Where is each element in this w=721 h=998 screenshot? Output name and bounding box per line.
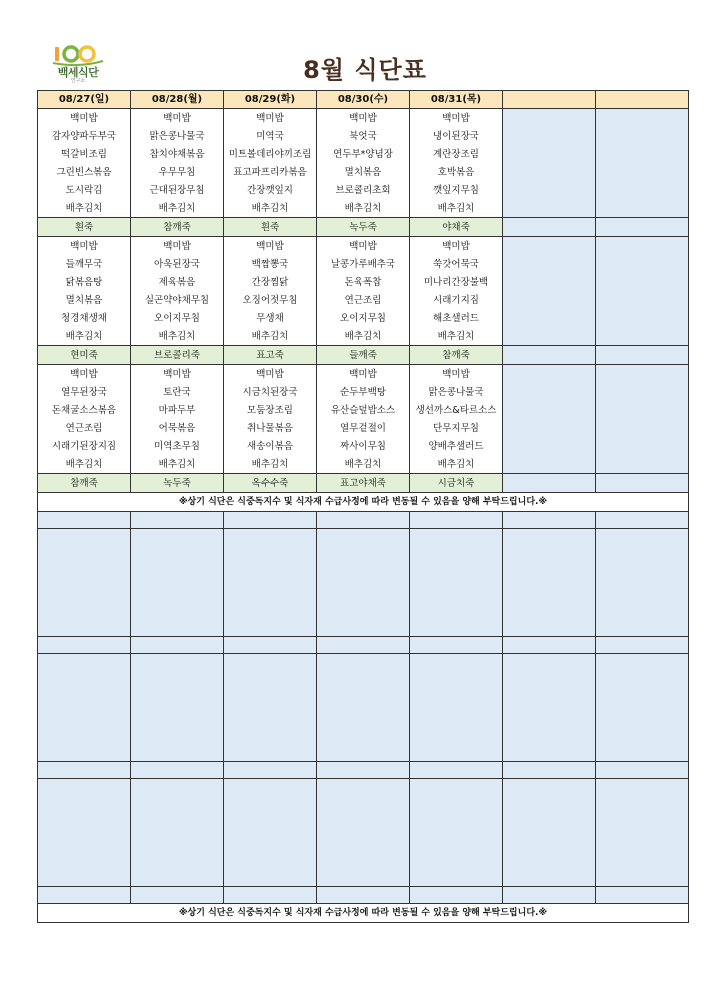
porridge-item: 참깨죽 xyxy=(131,218,224,237)
empty-cell xyxy=(503,383,596,401)
porridge-item: 야채죽 xyxy=(410,218,503,237)
blank-cell xyxy=(131,779,224,887)
porridge-item: 흰죽 xyxy=(224,218,317,237)
empty-cell xyxy=(596,163,689,181)
blank-cell xyxy=(317,529,410,637)
porridge-item: 참깨죽 xyxy=(410,346,503,365)
menu-item: 연근조림 xyxy=(317,291,410,309)
blank-cell xyxy=(503,779,596,887)
menu-item: 우무무침 xyxy=(131,163,224,181)
menu-item: 멸치볶음 xyxy=(317,163,410,181)
menu-item: 미역초무침 xyxy=(131,437,224,455)
menu-item: 배추김치 xyxy=(131,327,224,346)
page-title: 8월 식단표 xyxy=(303,56,427,84)
menu-item: 무생채 xyxy=(224,309,317,327)
blank-cell xyxy=(410,762,503,779)
empty-cell xyxy=(596,309,689,327)
menu-item: 백미밥 xyxy=(131,237,224,256)
empty-cell xyxy=(596,419,689,437)
menu-item: 돈채굴소스볶음 xyxy=(38,401,131,419)
menu-item: 오징어젓무침 xyxy=(224,291,317,309)
menu-item: 떡갈비조림 xyxy=(38,145,131,163)
menu-row xyxy=(38,127,689,145)
empty-cell xyxy=(503,237,596,256)
empty-cell xyxy=(503,474,596,493)
empty-cell xyxy=(503,109,596,128)
menu-item: 어묵볶음 xyxy=(131,419,224,437)
blank-cell xyxy=(410,529,503,637)
menu-item: 백미밥 xyxy=(410,237,503,256)
blank-cell xyxy=(410,512,503,529)
blank-cell xyxy=(224,637,317,654)
empty-cell xyxy=(596,127,689,145)
blank-cell xyxy=(38,887,131,904)
empty-cell xyxy=(596,199,689,218)
menu-item: 브로콜리초회 xyxy=(317,181,410,199)
blank-cell xyxy=(224,779,317,887)
menu-item: 생선까스&타르소스 xyxy=(410,401,503,419)
empty-cell xyxy=(503,145,596,163)
blank-cell xyxy=(317,637,410,654)
menu-item: 냉이된장국 xyxy=(410,127,503,145)
blank-header-row xyxy=(38,637,689,654)
menu-item: 맑은콩나물국 xyxy=(410,383,503,401)
porridge-row xyxy=(38,474,689,493)
empty-day-header xyxy=(503,91,596,109)
blank-cell xyxy=(38,637,131,654)
menu-item: 계란장조림 xyxy=(410,145,503,163)
empty-cell xyxy=(503,291,596,309)
empty-cell xyxy=(596,455,689,474)
empty-cell xyxy=(503,255,596,273)
blank-cell xyxy=(503,529,596,637)
day-header: 08/30(수) xyxy=(317,91,410,109)
blank-cell xyxy=(38,654,131,762)
menu-item: 연근조림 xyxy=(38,419,131,437)
porridge-item: 녹두죽 xyxy=(131,474,224,493)
empty-cell xyxy=(503,419,596,437)
empty-cell xyxy=(596,474,689,493)
menu-row xyxy=(38,255,689,273)
menu-item: 배추김치 xyxy=(131,455,224,474)
menu-item: 백미밥 xyxy=(224,109,317,128)
empty-cell xyxy=(503,309,596,327)
empty-cell xyxy=(596,273,689,291)
menu-item: 백짬뽕국 xyxy=(224,255,317,273)
porridge-item: 현미죽 xyxy=(38,346,131,365)
menu-item: 백미밥 xyxy=(38,237,131,256)
menu-item: 오이지무침 xyxy=(131,309,224,327)
menu-item: 유산슬덮밥소스 xyxy=(317,401,410,419)
menu-item: 배추김치 xyxy=(224,455,317,474)
menu-row xyxy=(38,163,689,181)
blank-cell xyxy=(410,654,503,762)
menu-row xyxy=(38,273,689,291)
menu-item: 깻잎지무침 xyxy=(410,181,503,199)
blank-cell xyxy=(224,762,317,779)
menu-item: 배추김치 xyxy=(38,455,131,474)
menu-item: 쑥갓어묵국 xyxy=(410,255,503,273)
menu-item: 백미밥 xyxy=(317,109,410,128)
blank-cell xyxy=(503,637,596,654)
blank-cell xyxy=(596,512,689,529)
porridge-item: 시금치죽 xyxy=(410,474,503,493)
blank-block-row xyxy=(38,654,689,762)
notice-row xyxy=(38,493,689,512)
blank-cell xyxy=(317,887,410,904)
menu-item: 시금치된장국 xyxy=(224,383,317,401)
blank-cell xyxy=(410,887,503,904)
menu-item: 배추김치 xyxy=(224,327,317,346)
menu-row xyxy=(38,437,689,455)
menu-item: 제육볶음 xyxy=(131,273,224,291)
menu-row xyxy=(38,309,689,327)
blank-cell xyxy=(317,779,410,887)
menu-item: 미나리간장불백 xyxy=(410,273,503,291)
blank-cell xyxy=(224,512,317,529)
menu-item: 미역국 xyxy=(224,127,317,145)
menu-item: 백미밥 xyxy=(131,109,224,128)
logo xyxy=(47,44,109,84)
menu-table xyxy=(37,90,689,923)
menu-item: 표고파프리카볶음 xyxy=(224,163,317,181)
empty-cell xyxy=(596,255,689,273)
menu-item: 실곤약야채무침 xyxy=(131,291,224,309)
menu-item: 배추김치 xyxy=(410,199,503,218)
logo-mark-icon xyxy=(51,44,105,66)
menu-item: 짜사이무침 xyxy=(317,437,410,455)
porridge-item: 옥수수죽 xyxy=(224,474,317,493)
menu-item: 들깨무국 xyxy=(38,255,131,273)
menu-row xyxy=(38,401,689,419)
blank-cell xyxy=(224,887,317,904)
empty-cell xyxy=(596,181,689,199)
porridge-row xyxy=(38,346,689,365)
menu-item: 닭볶음탕 xyxy=(38,273,131,291)
menu-item: 돈육폭찹 xyxy=(317,273,410,291)
menu-item: 모둠장조림 xyxy=(224,401,317,419)
menu-row xyxy=(38,291,689,309)
menu-item: 북엇국 xyxy=(317,127,410,145)
blank-cell xyxy=(596,654,689,762)
menu-item: 아욱된장국 xyxy=(131,255,224,273)
menu-item: 해초샐러드 xyxy=(410,309,503,327)
menu-item: 배추김치 xyxy=(410,455,503,474)
menu-row xyxy=(38,181,689,199)
menu-item: 백미밥 xyxy=(317,365,410,384)
empty-cell xyxy=(596,291,689,309)
menu-item: 배추김치 xyxy=(38,327,131,346)
day-header: 08/27(일) xyxy=(38,91,131,109)
menu-item: 도시락김 xyxy=(38,181,131,199)
blank-cell xyxy=(410,637,503,654)
menu-item: 백미밥 xyxy=(224,237,317,256)
menu-row xyxy=(38,145,689,163)
menu-item: 시래기지짐 xyxy=(410,291,503,309)
menu-row xyxy=(38,419,689,437)
blank-cell xyxy=(131,637,224,654)
blank-cell xyxy=(224,654,317,762)
menu-row xyxy=(38,327,689,346)
menu-item: 날콩가루배추국 xyxy=(317,255,410,273)
menu-item: 참치야채볶음 xyxy=(131,145,224,163)
day-header-row xyxy=(38,91,689,109)
menu-item: 새송이볶음 xyxy=(224,437,317,455)
menu-item: 열무겉절이 xyxy=(317,419,410,437)
day-header: 08/29(화) xyxy=(224,91,317,109)
menu-item: 백미밥 xyxy=(410,109,503,128)
blank-block-row xyxy=(38,529,689,637)
menu-item: 오이지무침 xyxy=(317,309,410,327)
blank-header-row xyxy=(38,887,689,904)
empty-cell xyxy=(596,346,689,365)
empty-cell xyxy=(596,218,689,237)
menu-item: 호박볶음 xyxy=(410,163,503,181)
blank-cell xyxy=(503,654,596,762)
porridge-row xyxy=(38,218,689,237)
menu-row xyxy=(38,199,689,218)
menu-item: 간장깻잎지 xyxy=(224,181,317,199)
menu-item: 백미밥 xyxy=(131,365,224,384)
empty-cell xyxy=(596,365,689,384)
blank-cell xyxy=(503,762,596,779)
menu-item: 백미밥 xyxy=(224,365,317,384)
menu-item: 그린빈스볶음 xyxy=(38,163,131,181)
menu-row xyxy=(38,109,689,128)
menu-item: 백미밥 xyxy=(410,365,503,384)
menu-row xyxy=(38,383,689,401)
blank-cell xyxy=(38,762,131,779)
empty-cell xyxy=(503,273,596,291)
empty-cell xyxy=(503,346,596,365)
menu-item: 단무지무침 xyxy=(410,419,503,437)
menu-item: 시래기된장지짐 xyxy=(38,437,131,455)
notice-text: ※상기 식단은 식중독지수 및 식자재 수급사정에 따라 변동될 수 있음을 양해 부탁드립니다.※ xyxy=(38,493,689,512)
menu-item: 배추김치 xyxy=(317,199,410,218)
menu-item: 간장찜닭 xyxy=(224,273,317,291)
blank-cell xyxy=(131,762,224,779)
menu-item: 열무된장국 xyxy=(38,383,131,401)
blank-cell xyxy=(596,779,689,887)
blank-header-row xyxy=(38,762,689,779)
menu-row xyxy=(38,365,689,384)
menu-row xyxy=(38,455,689,474)
menu-item: 멸치볶음 xyxy=(38,291,131,309)
blank-cell xyxy=(131,529,224,637)
porridge-item: 들깨죽 xyxy=(317,346,410,365)
menu-row xyxy=(38,237,689,256)
porridge-item: 흰죽 xyxy=(38,218,131,237)
blank-cell xyxy=(317,654,410,762)
blank-cell xyxy=(38,779,131,887)
blank-cell xyxy=(38,512,131,529)
menu-item: 배추김치 xyxy=(410,327,503,346)
notice-text: ※상기 식단은 식중독지수 및 식자재 수급사정에 따라 변동될 수 있음을 양해 부탁드립니다.※ xyxy=(38,904,689,923)
empty-cell xyxy=(503,127,596,145)
menu-item: 청경채생채 xyxy=(38,309,131,327)
blank-cell xyxy=(38,529,131,637)
empty-cell xyxy=(503,163,596,181)
empty-cell xyxy=(503,437,596,455)
blank-cell xyxy=(596,637,689,654)
empty-cell xyxy=(596,383,689,401)
blank-cell xyxy=(224,529,317,637)
menu-item: 배추김치 xyxy=(317,455,410,474)
day-header: 08/31(목) xyxy=(410,91,503,109)
blank-cell xyxy=(317,512,410,529)
menu-item: 맑은콩나물국 xyxy=(131,127,224,145)
porridge-item: 참깨죽 xyxy=(38,474,131,493)
menu-item: 배추김치 xyxy=(224,199,317,218)
notice-row xyxy=(38,904,689,923)
logo-text: 백세식단 xyxy=(57,66,99,79)
menu-item: 감자양파두부국 xyxy=(38,127,131,145)
menu-item: 백미밥 xyxy=(38,109,131,128)
blank-cell xyxy=(503,512,596,529)
empty-cell xyxy=(503,365,596,384)
menu-item: 미트볼데리야끼조림 xyxy=(224,145,317,163)
menu-item: 배추김치 xyxy=(317,327,410,346)
menu-item: 백미밥 xyxy=(317,237,410,256)
empty-cell xyxy=(503,455,596,474)
menu-item: 백미밥 xyxy=(38,365,131,384)
porridge-item: 표고야채죽 xyxy=(317,474,410,493)
empty-cell xyxy=(596,237,689,256)
menu-item: 마파두부 xyxy=(131,401,224,419)
empty-cell xyxy=(596,401,689,419)
empty-cell xyxy=(503,199,596,218)
blank-cell xyxy=(596,887,689,904)
blank-cell xyxy=(596,529,689,637)
porridge-item: 녹두죽 xyxy=(317,218,410,237)
blank-cell xyxy=(410,779,503,887)
empty-cell xyxy=(503,218,596,237)
blank-cell xyxy=(596,762,689,779)
empty-cell xyxy=(503,327,596,346)
empty-cell xyxy=(503,181,596,199)
menu-item: 취나물볶음 xyxy=(224,419,317,437)
blank-header-row xyxy=(38,512,689,529)
blank-cell xyxy=(131,512,224,529)
blank-block-row xyxy=(38,779,689,887)
blank-cell xyxy=(131,654,224,762)
logo-subtext: 연구소 xyxy=(70,78,86,84)
empty-cell xyxy=(596,437,689,455)
blank-cell xyxy=(503,887,596,904)
menu-item: 연두부*양념장 xyxy=(317,145,410,163)
blank-cell xyxy=(131,887,224,904)
empty-day-header xyxy=(596,91,689,109)
day-header: 08/28(월) xyxy=(131,91,224,109)
menu-item: 토란국 xyxy=(131,383,224,401)
menu-item: 순두부백탕 xyxy=(317,383,410,401)
porridge-item: 브로콜리죽 xyxy=(131,346,224,365)
empty-cell xyxy=(596,145,689,163)
menu-item: 근대된장무침 xyxy=(131,181,224,199)
porridge-item: 표고죽 xyxy=(224,346,317,365)
menu-item: 배추김치 xyxy=(38,199,131,218)
menu-item: 양배추샐러드 xyxy=(410,437,503,455)
menu-item: 배추김치 xyxy=(131,199,224,218)
empty-cell xyxy=(596,327,689,346)
empty-cell xyxy=(596,109,689,128)
empty-cell xyxy=(503,401,596,419)
blank-cell xyxy=(317,762,410,779)
